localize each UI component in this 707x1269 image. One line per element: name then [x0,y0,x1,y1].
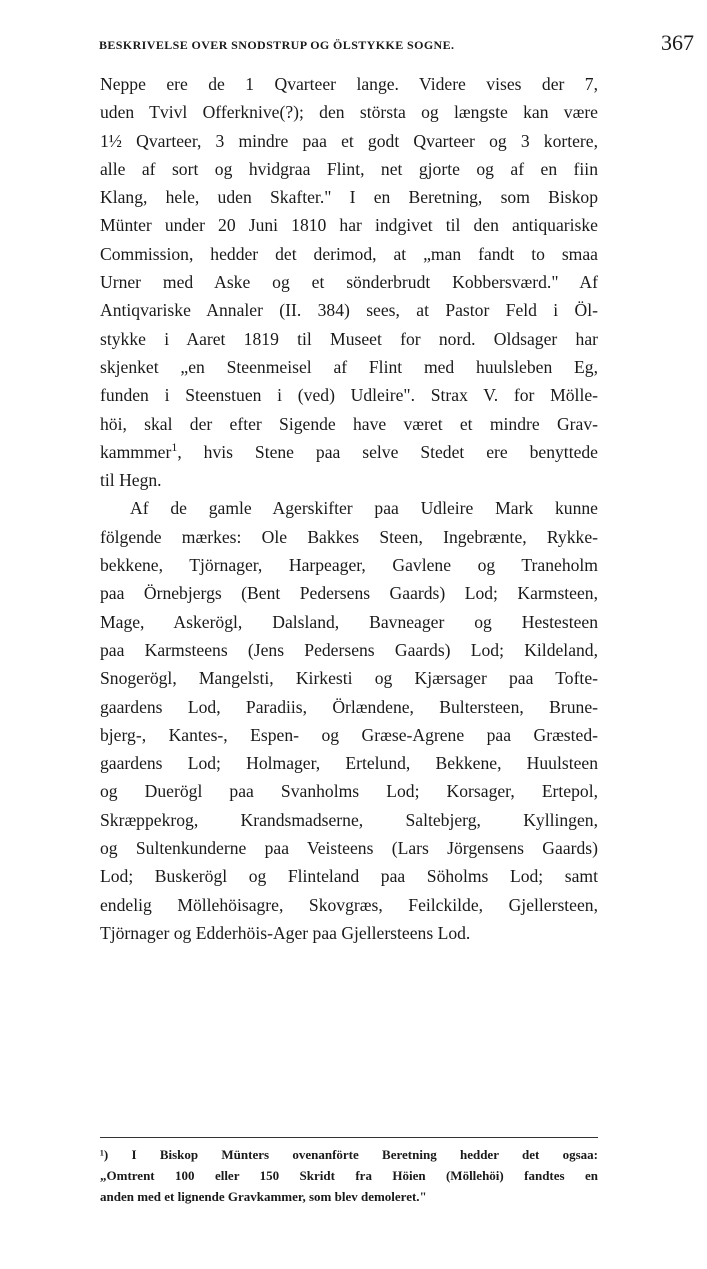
footnote-line: anden med et lignende Gravkammer, som blev demoleret." [100,1189,427,1204]
text-line-start: kammmer [100,441,172,462]
page-number: 367 [661,30,694,55]
text-line-rest: , hvis Stene paa selve Stedet ere benyttede [177,441,598,462]
text-line: skjenket „en Steenmeisel af Flint med huulsleben Eg, [100,356,598,377]
text-line: paa Örnebjergs (Bent Pedersens Gaards) Lod; Karmsteen, [100,583,598,604]
text-line: Klang, hele, uden Skafter." I en Beretning, som Biskop [100,187,598,208]
text-line [100,438,598,466]
text-line: uden Tvivl Offerknive(?); den största og længste kan være [100,102,598,123]
text-line: Antiqvariske Annaler (II. 384) sees, at Pastor Feld i Öl- [100,300,598,321]
text-line: gaardens Lod; Holmager, Ertelund, Bekkene, Huulsteen [100,753,598,774]
footnote-marker[interactable]: 1 [171,440,178,454]
text-line: fölgende mærkes: Ole Bakkes Steen, Ingebrænte, Rykke- [100,526,598,547]
text-line: Skræppekrog, Krandsmadserne, Saltebjerg, Kyllingen, [100,809,598,830]
text-line: endelig Möllehöisagre, Skovgræs, Feilckilde, Gjellersteen, [100,894,598,915]
footnote [100,1144,598,1207]
text-line: funden i Steenstuen i (ved) Udleire". Strax V. for Mölle- [100,385,598,406]
text-line: Urner med Aske og et sönderbrudt Kobbersværd." Af [100,272,598,293]
text-line: Münter under 20 Juni 1810 har indgivet til den antiquariske [100,215,598,236]
text-line: og Duerögl paa Svanholms Lod; Korsager, Ertepol, [100,781,598,802]
text-line: Lod; Buskerögl og Flinteland paa Söholms Lod; samt [100,866,598,887]
main-text [100,70,598,947]
text-line: Neppe ere de 1 Qvarteer lange. Videre vises der 7, [100,74,598,94]
text-line: alle af sort og hvidgraa Flint, net gjorte og af en fiin [100,158,598,179]
text-line: 1½ Qvarteer, 3 mindre paa et godt Qvarteer og 3 kortere, [100,130,598,151]
text-line: stykke i Aaret 1819 til Museet for nord. Oldsager har [100,328,598,349]
page-header [0,30,707,60]
text-line: til Hegn. [100,470,162,491]
text-line: Commission, hedder det derimod, at „man fandt to smaa [100,243,598,264]
footnote-line: ¹) I Biskop Münters ovenanförte Beretning hedder det ogsaa: [100,1147,598,1162]
footnote-divider [100,1137,598,1138]
text-line: Snogerögl, Mangelsti, Kirkesti og Kjærsager paa Tofte- [100,668,598,689]
text-line: bekkene, Tjörnager, Harpeager, Gavlene og Traneholm [100,555,598,576]
text-line: Tjörnager og Edderhöis-Ager paa Gjellersteens Lod. [100,922,471,943]
text-line: höi, skal der efter Sigende have været et mindre Grav- [100,413,598,434]
running-title: BESKRIVELSE OVER SNODSTRUP OG ÖLSTYKKE SOGNE. [99,38,455,52]
text-line: Mage, Askerögl, Dalsland, Bavneager og Hestesteen [100,611,598,632]
text-line: Af de gamle Agerskifter paa Udleire Mark kunne [130,498,598,519]
paragraph-2 [100,494,598,947]
footnote-line: „Omtrent 100 eller 150 Skridt fra Höien (Möllehöi) fandtes en [100,1168,598,1183]
paragraph-1 [100,70,598,494]
text-line: bjerg-, Kantes-, Espen- og Græse-Agrene paa Græsted- [100,724,598,745]
text-line: paa Karmsteens (Jens Pedersens Gaards) Lod; Kildeland, [100,639,598,660]
text-line: og Sultenkunderne paa Veisteens (Lars Jörgensens Gaards) [100,838,598,859]
text-line: gaardens Lod, Paradiis, Örlændene, Bultersteen, Brune- [100,696,598,717]
